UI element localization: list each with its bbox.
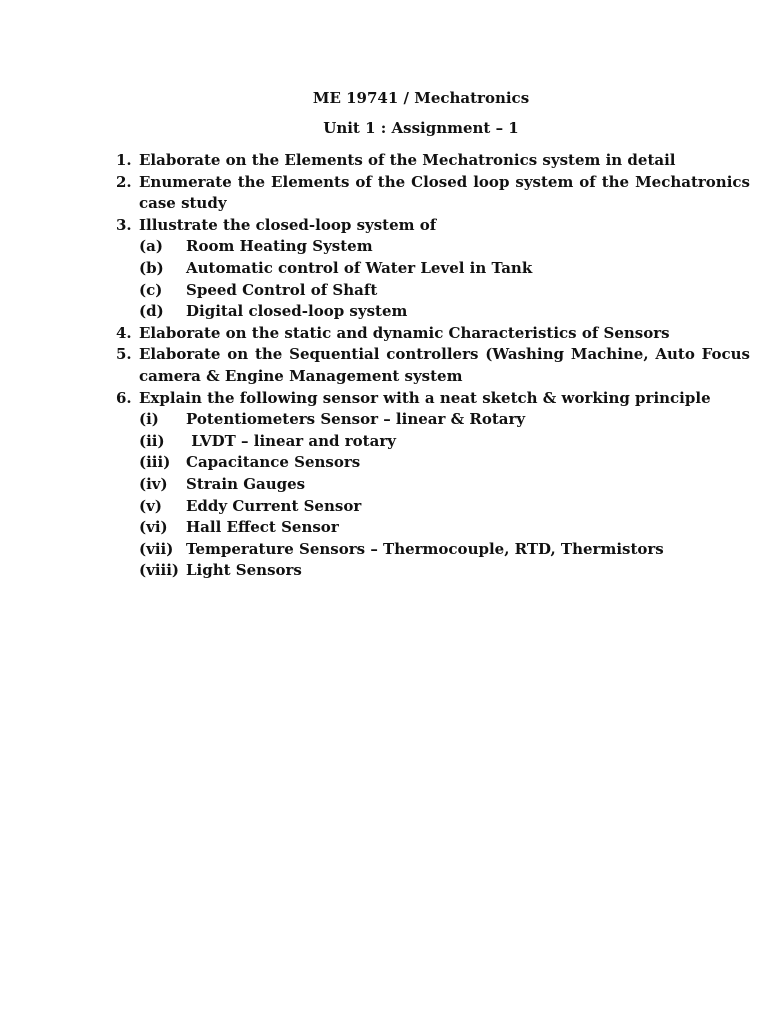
sub-item	[139, 258, 750, 280]
question-text: Illustrate the closed-loop system of	[139, 215, 437, 234]
question-text: Enumerate the Elements of the Closed loop system of the Mechatronics case study	[139, 172, 750, 213]
question-text: Explain the following sensor with a neat sketch & working principle	[139, 388, 711, 407]
question-text: Elaborate on the static and dynamic Characteristics of Sensors	[139, 323, 670, 342]
question-1	[112, 150, 750, 172]
sub-item	[139, 539, 750, 561]
sub-item-label: (iv)	[139, 474, 168, 493]
sub-item-label: (v)	[139, 496, 162, 515]
question-4	[112, 323, 750, 345]
sub-item	[139, 496, 750, 518]
sub-item-text: Temperature Sensors – Thermocouple, RTD, Thermistors	[186, 539, 664, 558]
sub-item-text: Light Sensors	[186, 561, 302, 580]
sub-item	[139, 431, 750, 453]
question-number: 1.	[116, 151, 132, 169]
sub-item	[139, 280, 750, 302]
course-title: ME 19741 / Mechatronics	[312, 89, 530, 107]
sub-item-label: (vii)	[139, 539, 174, 558]
sub-item-text: Capacitance Sensors	[186, 453, 361, 472]
sub-item-text: Eddy Current Sensor	[186, 496, 362, 515]
sub-item	[139, 409, 750, 431]
sub-item	[139, 560, 750, 582]
sub-item-label: (vi)	[139, 518, 168, 537]
sub-item-text: Automatic control of Water Level in Tank	[186, 258, 533, 277]
question-3	[112, 215, 750, 323]
question-number: 3.	[116, 215, 132, 234]
sub-item-label: (ii)	[139, 431, 165, 450]
question-text: Elaborate on the Elements of the Mechatronics system in detail	[139, 151, 676, 169]
sub-item-text: LVDT – linear and rotary	[186, 431, 396, 450]
assignment-title: Unit 1 : Assignment – 1	[323, 119, 519, 137]
question-6	[112, 388, 750, 582]
sub-item-text: Strain Gauges	[186, 474, 306, 493]
sub-item-label: (c)	[139, 280, 163, 299]
question-2	[112, 172, 750, 215]
sub-item-text: Digital closed-loop system	[186, 302, 408, 321]
sub-item	[139, 452, 750, 474]
question-number: 5.	[116, 345, 132, 364]
sub-item	[139, 236, 750, 258]
sub-item-text: Hall Effect Sensor	[186, 518, 339, 537]
sub-item-label: (i)	[139, 410, 159, 429]
sub-item-text: Potentiometers Sensor – linear & Rotary	[186, 410, 526, 429]
question-number: 6.	[116, 388, 132, 407]
question-list	[112, 150, 750, 582]
sub-item-label: (b)	[139, 258, 164, 277]
question-number: 2.	[116, 172, 132, 191]
sub-item	[139, 474, 750, 496]
question-5	[112, 344, 750, 387]
sub-item-label: (d)	[139, 302, 164, 321]
sub-item-label: (a)	[139, 237, 163, 256]
sub-item-label: (iii)	[139, 453, 171, 472]
sub-item-text: Room Heating System	[186, 237, 373, 256]
question-number: 4.	[116, 323, 132, 342]
question-text: Elaborate on the Sequential controllers (Washing Machine, Auto Focus camera & Engine Management system	[139, 345, 750, 385]
sub-item-label: (viii)	[139, 561, 180, 580]
sub-item-text: Speed Control of Shaft	[186, 280, 378, 299]
sub-item	[139, 301, 750, 323]
sub-item	[139, 517, 750, 539]
